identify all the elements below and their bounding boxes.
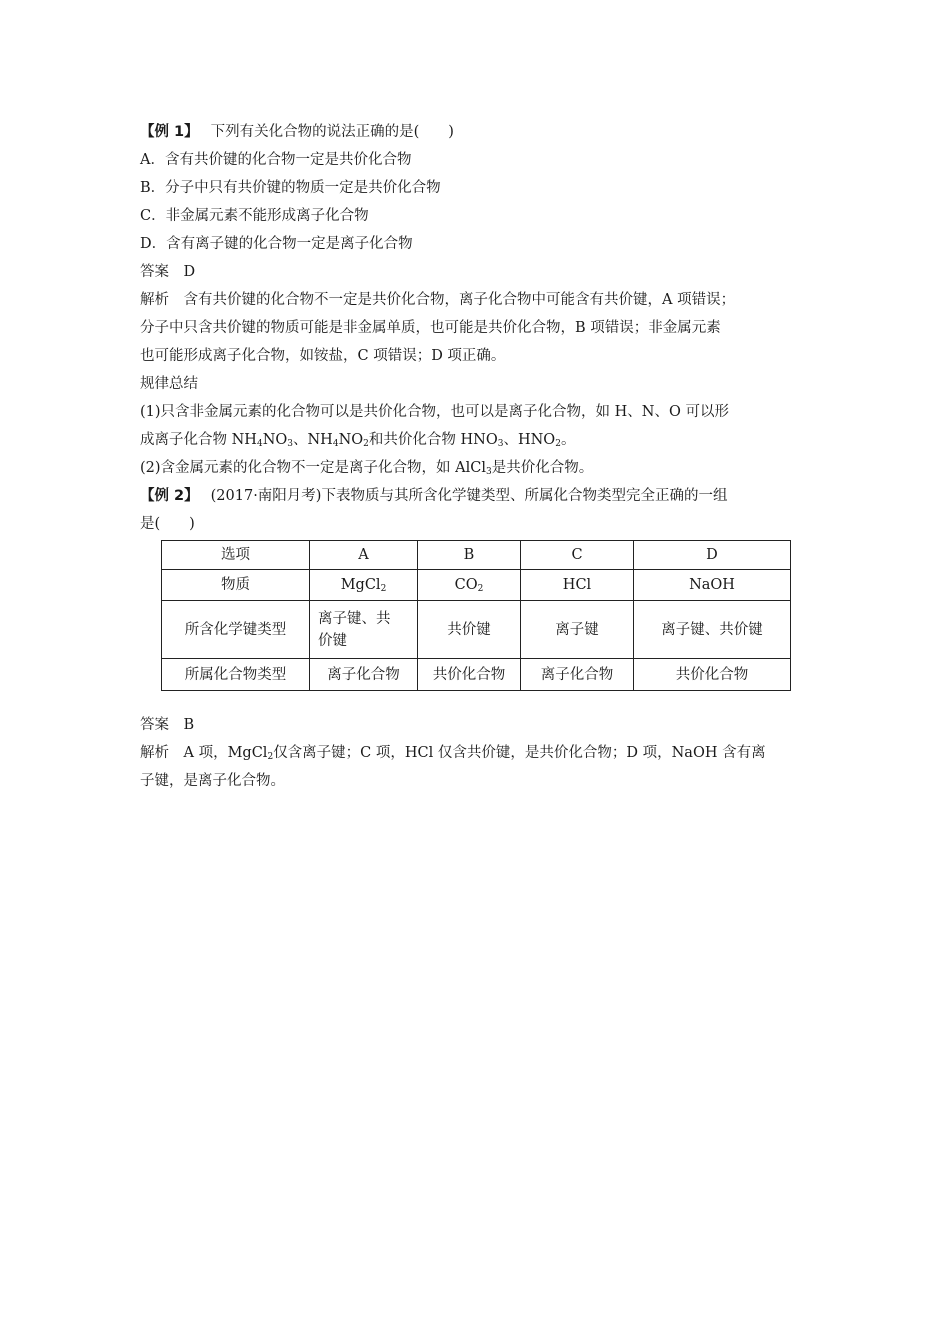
cell-line: 离子键、共 [318,610,391,627]
example-1-answer: 答案 D [140,264,196,280]
table-cell: 选项 [162,541,310,570]
formula: MgCl [340,577,381,593]
rule-2 [140,454,820,482]
example-2-tag: 【例 2】 [140,488,199,504]
table-cell: 离子键 [521,601,634,659]
table-cell [310,570,418,601]
option-d: D．含有离子键的化合物一定是离子化合物 [140,236,413,252]
rule-1-text: 、HNO [503,432,556,448]
table-row [162,659,791,691]
table-row [162,601,791,659]
subscript: 2 [477,584,484,594]
table-cell [310,601,418,659]
example-1-analysis-line-3: 也可能形成离子化合物，如铵盐，C 项错误；D 项正确。 [140,348,506,364]
example-1-tag: 【例 1】 [140,124,199,140]
table-header-row [162,541,791,570]
subscript: 3 [497,439,504,449]
example-1-analysis-line-2: 分子中只含共价键的物质可能是非金属单质，也可能是共价化合物，B 项错误；非金属元素 [140,320,721,336]
table-cell: 离子化合物 [521,659,634,691]
option-a: A．含有共价键的化合物一定是共价化合物 [140,152,412,168]
rule-2-text: 是共价化合物。 [491,460,594,476]
table-row [162,570,791,601]
rule-1-line-1: (1)只含非金属元素的化合物可以是共价化合物，也可以是离子化合物，如 H、N、O 可以形 [140,404,729,420]
table-cell: 离子键、共价键 [634,601,791,659]
example-2-question-line-2: 是( ) [140,516,195,532]
subscript: 2 [267,752,274,762]
table-cell: 所含化学键类型 [162,601,310,659]
table-cell: 共价化合物 [634,659,791,691]
rule-1-text: 成离子化合物 NH [140,432,257,448]
analysis-text: 仅含离子键；C 项，HCl 仅含共价键，是共价化合物；D 项，NaOH 含有离 [273,745,766,761]
subscript: 3 [287,439,293,449]
subscript: 3 [486,467,492,477]
table-cell: HCl [521,570,634,601]
compound-table [161,540,791,691]
rule-1-text: 和共价化合物 HNO [368,432,498,448]
analysis-text: 解析 A 项，MgCl [140,745,268,761]
subscript: 2 [380,584,387,594]
table-cell: 共价化合物 [418,659,521,691]
example-2-analysis-line-2: 子键，是离子化合物。 [140,773,285,789]
formula: CO [454,577,478,593]
rule-1-text: 。 [560,432,576,448]
example-2-answer: 答案 B [140,717,195,733]
table-cell: A [310,541,418,570]
table-cell: NaOH [634,570,791,601]
table-cell [418,570,521,601]
summary-title: 规律总结 [140,376,198,392]
table-cell: 所属化合物类型 [162,659,310,691]
subscript: 4 [332,439,339,449]
subscript: 2 [363,439,369,449]
example-2-question-text: (2017·南阳月考)下表物质与其所含化学键类型、所属化合物类型完全正确的一组 [210,488,728,504]
option-c: C．非金属元素不能形成离子化合物 [140,208,369,224]
example-2-question-line-1 [140,482,820,510]
table-cell: 离子化合物 [310,659,418,691]
rule-1-text: 、NH [293,432,333,448]
subscript: 4 [256,439,263,449]
rule-2-text: (2)含金属元素的化合物不一定是离子化合物，如 AlCl [140,460,486,476]
table-cell: 共价键 [418,601,521,659]
rule-1-text: NO [338,432,364,448]
subscript: 2 [555,439,561,449]
table-cell: C [521,541,634,570]
example-1-question-text: 下列有关化合物的说法正确的是( ) [210,124,454,140]
table-cell: B [418,541,521,570]
cell-line: 价键 [318,632,347,649]
example-1-analysis-line-1: 解析 含有共价键的化合物不一定是共价化合物，离子化合物中可能含有共价键，A 项错误； [140,292,736,308]
example-2-analysis-line-1 [140,739,820,767]
rule-1-line-2 [140,426,820,454]
option-b: B．分子中只有共价键的物质一定是共价化合物 [140,180,441,196]
example-1-question [140,118,820,146]
rule-1-text: NO [262,432,288,448]
table-cell: D [634,541,791,570]
table-cell: 物质 [162,570,310,601]
